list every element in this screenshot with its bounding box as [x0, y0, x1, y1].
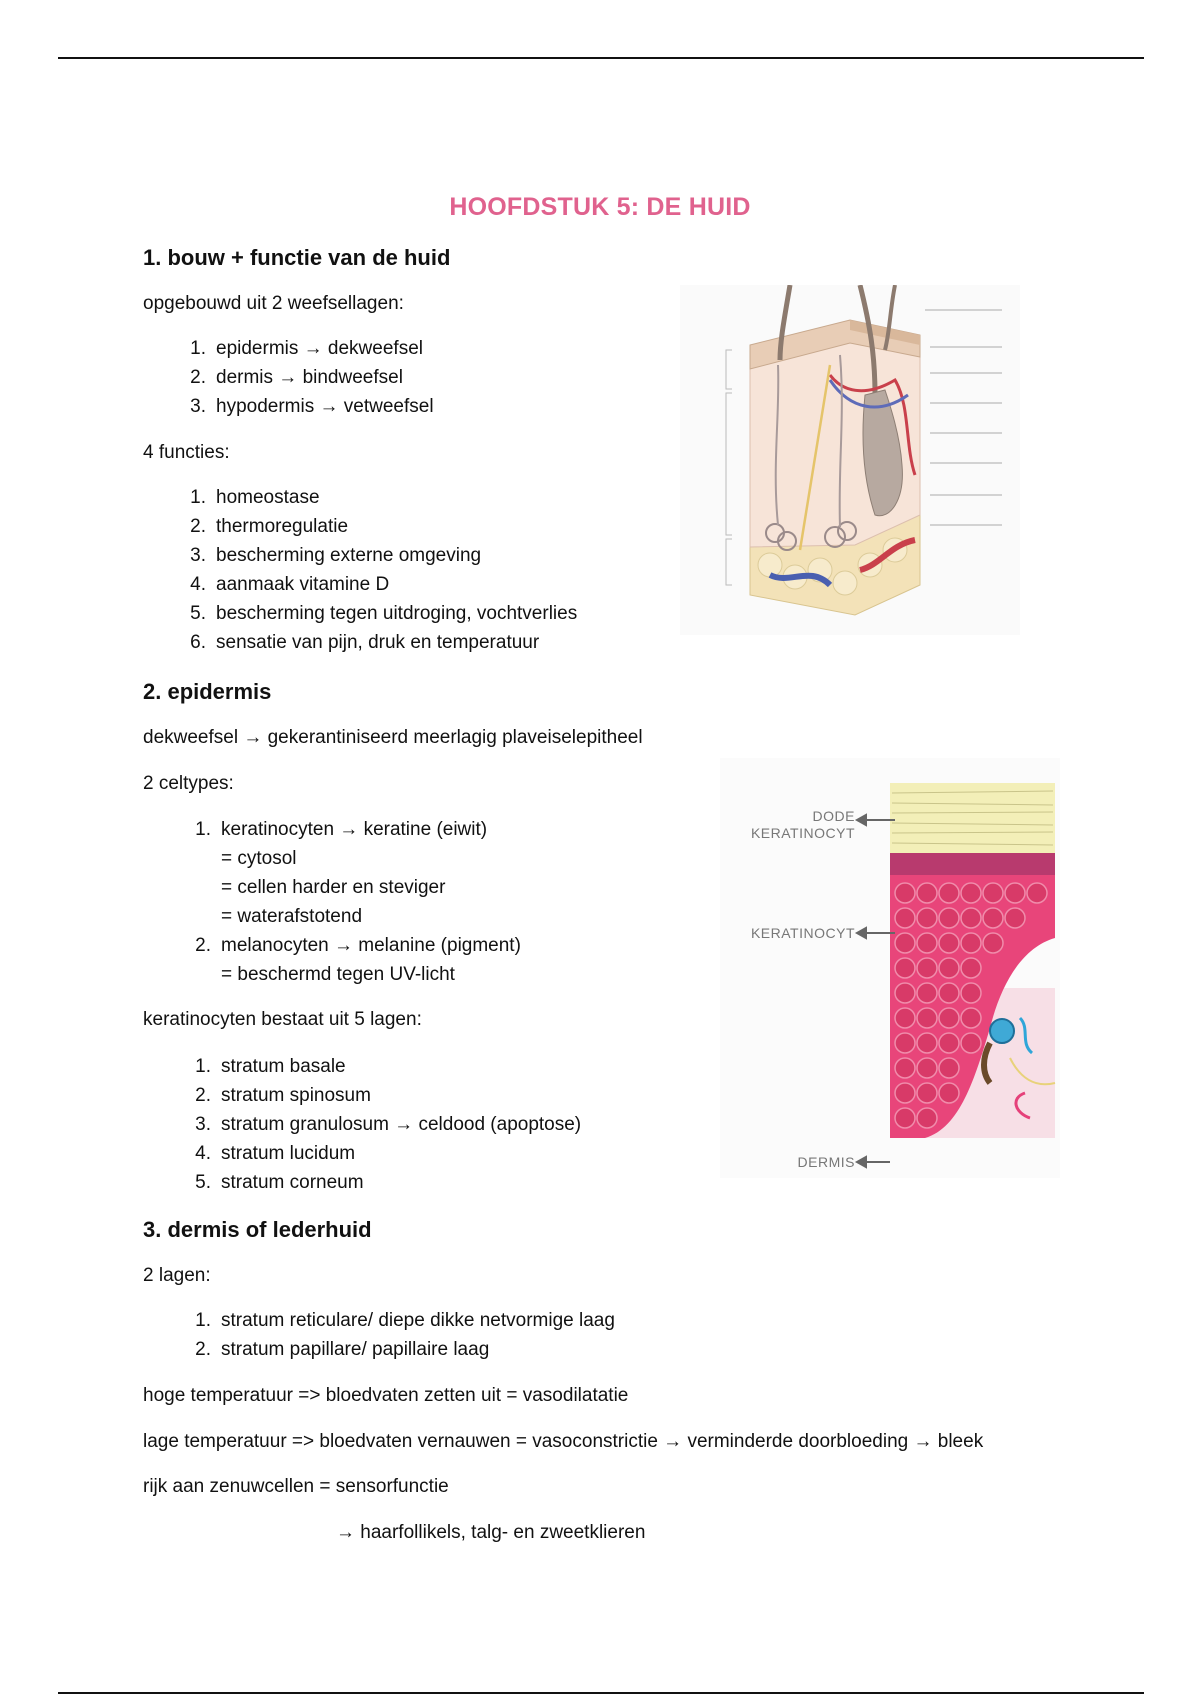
- keratinocyte-layers-intro: keratinocyten bestaat uit 5 lagen:: [143, 1009, 422, 1030]
- list-item: 4. aanmaak vitamine D: [190, 574, 390, 595]
- list-item: 1. stratum reticulare/ diepe dikke netvormige laag: [195, 1310, 615, 1331]
- section-2-heading: 2. epidermis: [143, 679, 272, 704]
- list-item: 1. stratum basale: [195, 1056, 346, 1077]
- page-title: HOOFDSTUK 5: DE HUID: [449, 193, 751, 221]
- list-note: = beschermd tegen UV-licht: [221, 964, 455, 985]
- tissue-layer-list: [190, 334, 434, 421]
- celltypes-list: [195, 815, 521, 989]
- list-note: = cytosol: [221, 848, 297, 869]
- list-item: 3. hypodermis → vetweefsel: [190, 396, 434, 417]
- functions-list: [190, 483, 578, 657]
- label-dead-keratinocyte: DODE: [812, 808, 855, 824]
- section-3-heading: 3. dermis of lederhuid: [143, 1217, 372, 1242]
- list-item: 3. stratum granulosum → celdood (apoptose): [195, 1114, 582, 1135]
- section-1-heading: 1. bouw + functie van de huid: [143, 245, 451, 270]
- list-item: 5. stratum corneum: [195, 1172, 364, 1193]
- label-dermis: DERMIS: [797, 1154, 855, 1170]
- section-1-intro: opgebouwd uit 2 weefsellagen:: [143, 293, 404, 314]
- list-item: 1. homeostase: [190, 487, 320, 508]
- list-item: 5. bescherming tegen uitdroging, vochtverlies: [190, 603, 578, 624]
- list-note: = waterafstotend: [221, 906, 363, 927]
- list-item: 1. keratinocyten → keratine (eiwit): [195, 819, 488, 840]
- functions-intro: 4 functies:: [143, 442, 230, 463]
- follicles-line: → haarfollikels, talg- en zweetklieren: [336, 1522, 646, 1543]
- dermis-layers-intro: 2 lagen:: [143, 1265, 211, 1286]
- list-item: 2. melanocyten → melanine (pigment): [195, 935, 521, 956]
- low-temperature-line: lage temperatuur => bloedvaten vernauwen = vasoconstrictie → verminderde doorbloeding → bleek: [143, 1431, 984, 1452]
- label-dead-keratinocyte-2: KERATINOCYT: [750, 825, 855, 841]
- list-item: 1. epidermis → dekweefsel: [190, 338, 423, 359]
- epidermis-description: dekweefsel → gekerantiniseerd meerlagig plaveiselepitheel: [143, 727, 643, 748]
- celltypes-intro: 2 celtypes:: [143, 773, 234, 794]
- epidermis-layers-illustration: [720, 758, 1060, 1178]
- dermis-layers-list: [195, 1306, 615, 1364]
- list-item: 2. stratum papillare/ papillaire laag: [195, 1339, 490, 1360]
- nerves-line: rijk aan zenuwcellen = sensorfunctie: [143, 1476, 449, 1497]
- list-item: 2. dermis → bindweefsel: [190, 367, 403, 388]
- label-keratinocyte: KERATINOCYT: [750, 925, 855, 941]
- skin-cross-section-illustration: [680, 285, 1020, 635]
- bottom-rule: [58, 1692, 1144, 1694]
- list-note: = cellen harder en steviger: [221, 877, 446, 898]
- list-item: 3. bescherming externe omgeving: [190, 545, 482, 566]
- top-rule: [58, 57, 1144, 59]
- list-item: 2. thermoregulatie: [190, 516, 349, 537]
- list-item: 4. stratum lucidum: [195, 1143, 356, 1164]
- high-temperature-line: hoge temperatuur => bloedvaten zetten uit = vasodilatatie: [143, 1385, 629, 1406]
- keratinocyte-layers-list: [195, 1052, 582, 1197]
- list-item: 6. sensatie van pijn, druk en temperatuur: [190, 632, 540, 653]
- list-item: 2. stratum spinosum: [195, 1085, 371, 1106]
